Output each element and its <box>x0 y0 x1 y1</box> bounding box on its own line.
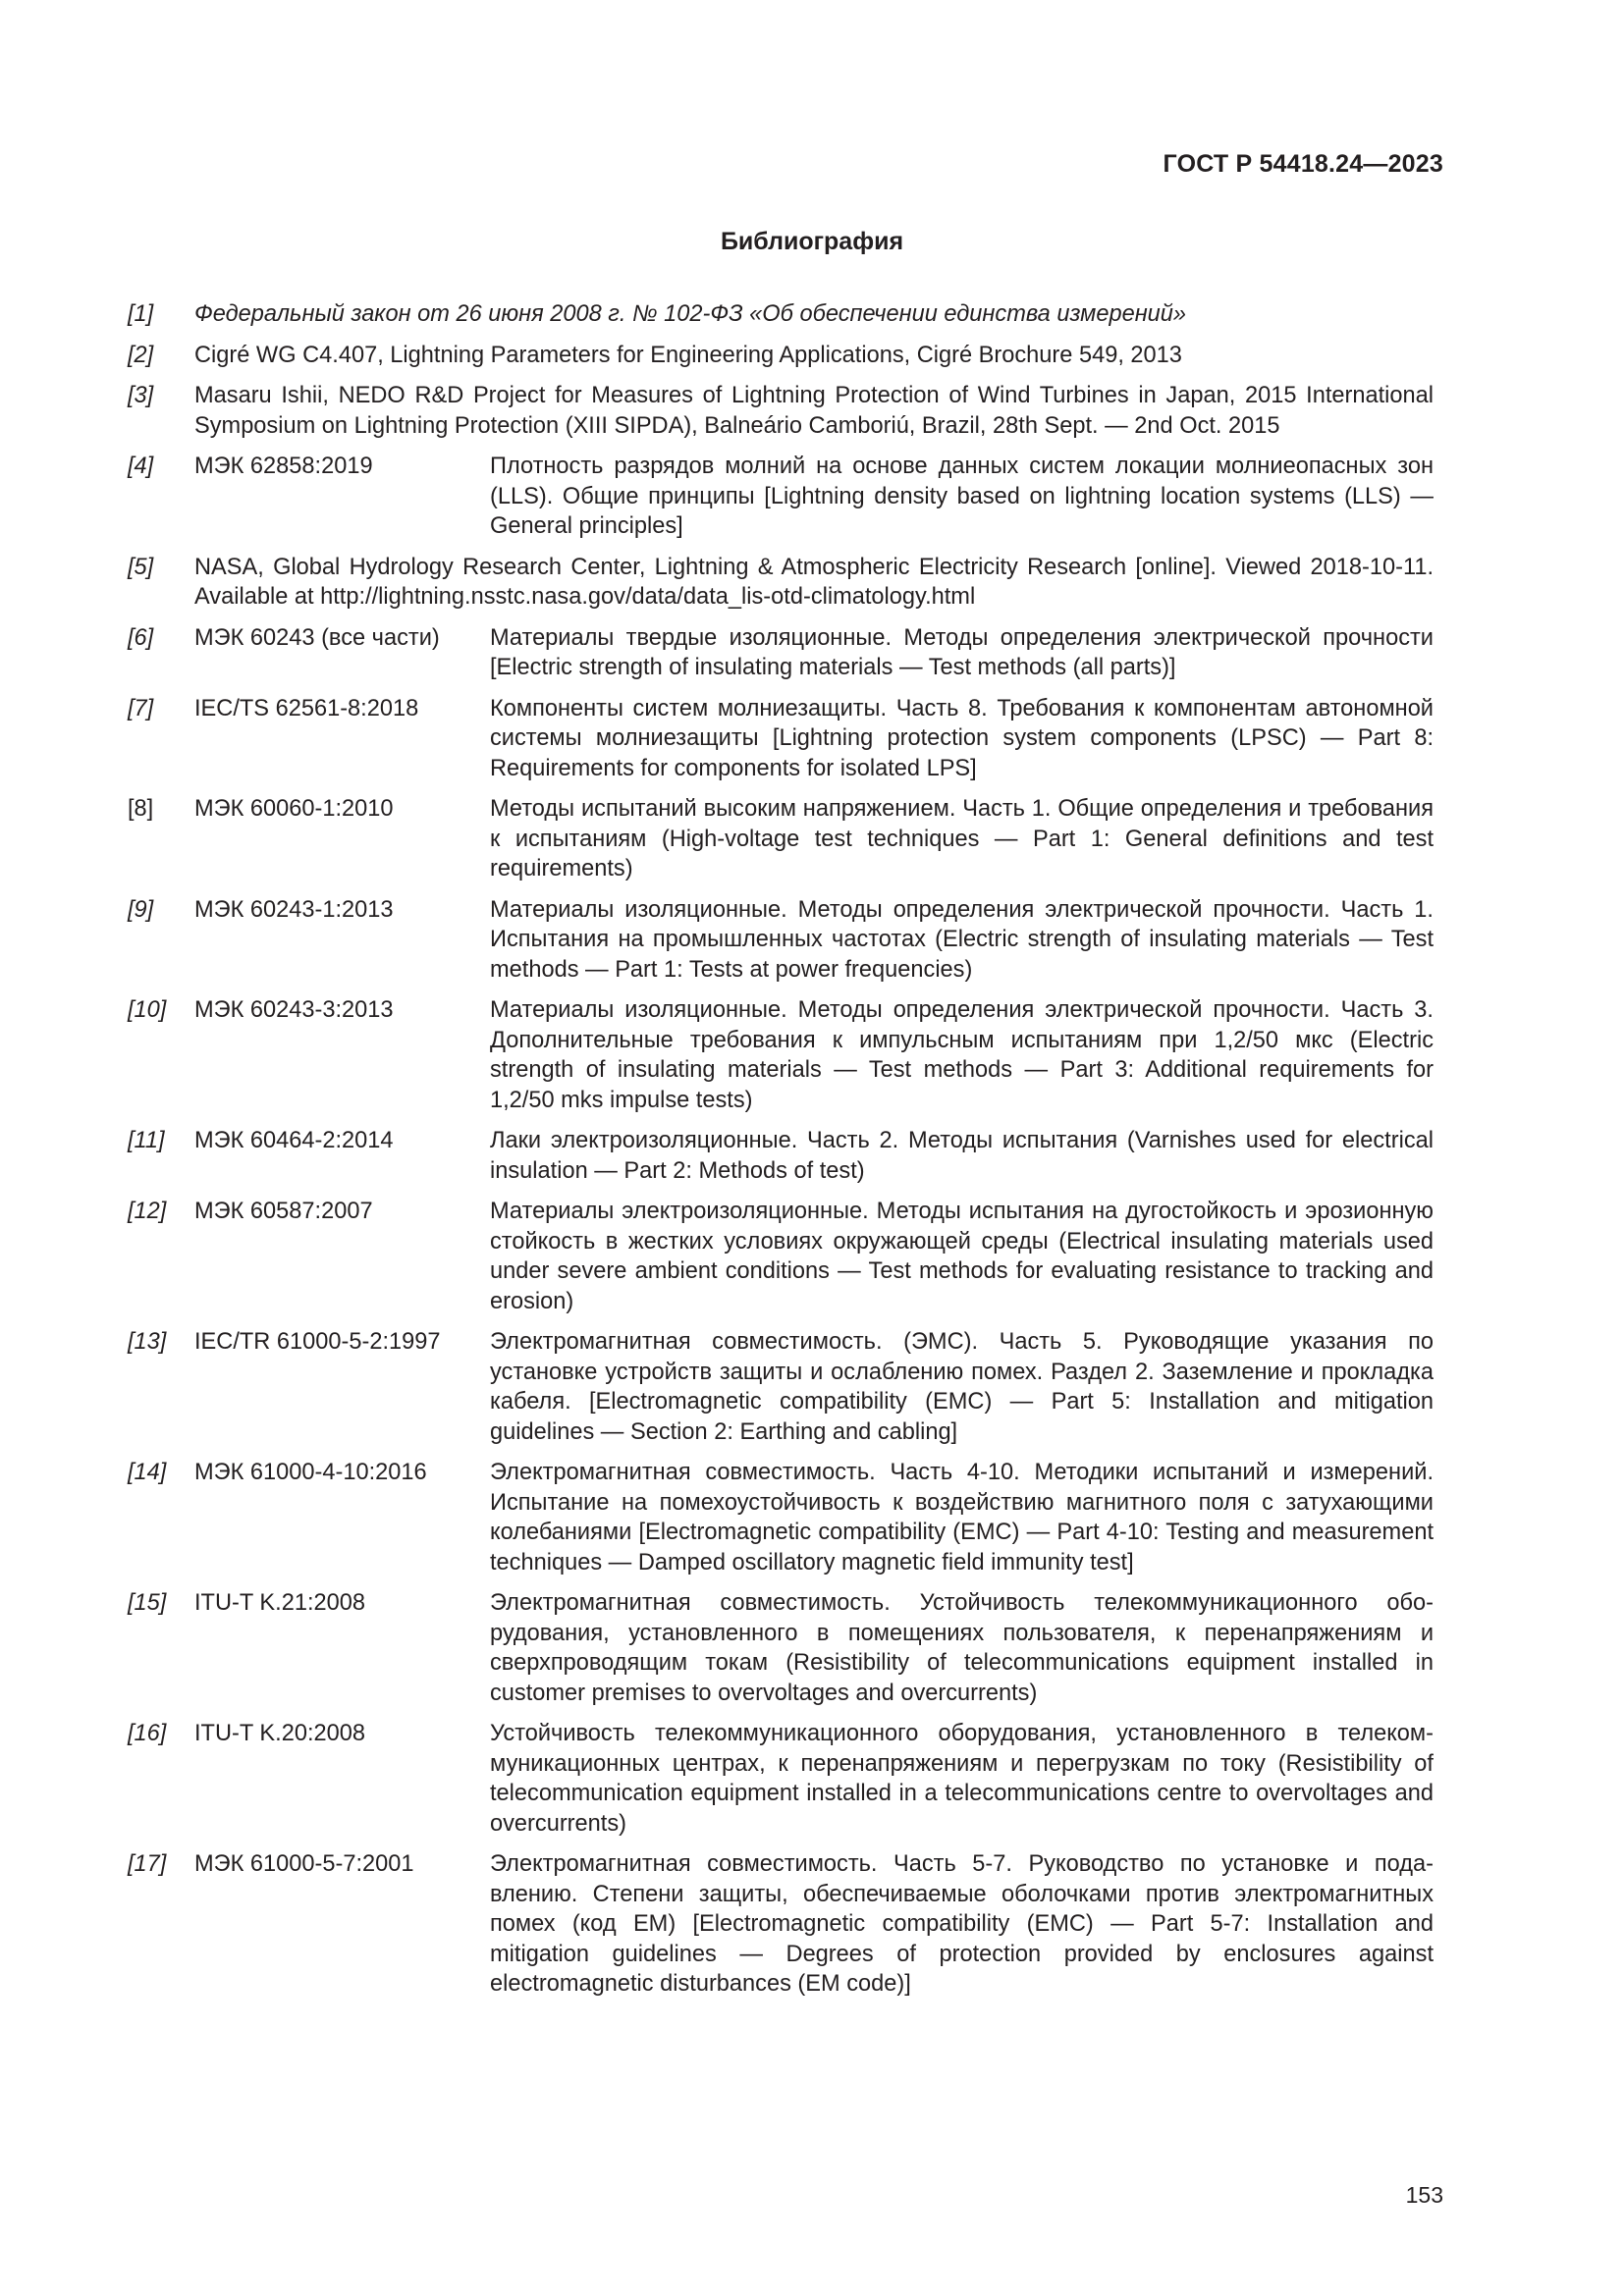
entry-description: Лаки электроизоляционные. Часть 2. Методы испытания (Varnishes used for electrical insulation — Part 2: Methods of test) <box>490 1128 1434 1184</box>
bibliography-entry <box>128 995 1434 1115</box>
entry-number: [13] <box>128 1329 167 1355</box>
entry-description: Материалы твердые изоляционные. Методы определения электрической прочности [Electric strength of insulating materials — Test methods (all parts)] <box>490 624 1434 680</box>
entry-number: [16] <box>128 1721 167 1746</box>
entry-number: [4] <box>128 454 154 479</box>
entry-description: Устойчивость телекоммуникационного оборудования, установленного в телекоммуникационных центрах, к перенапряжениям и перегрузкам по току (Resistibility of telecommunication equipment installed in a telecommunications centre to overvoltages and overcurrents) <box>490 1721 1434 1837</box>
entry-standard-code: МЭК 60464-2:2014 <box>194 1128 394 1153</box>
entry-text: Cigré WG C4.407, Lightning Parameters for Engineering Applications, Cigré Brochure 549, 2013 <box>194 342 1182 368</box>
entry-description: Методы испытаний высоким напряжением. Часть 1. Общие определения и требования к испытаниям (High-voltage test techniques — Part 1: General definitions and test requirements) <box>490 796 1434 881</box>
bibliography-entry <box>128 553 1434 613</box>
entry-number: [2] <box>128 342 154 368</box>
entry-number: [9] <box>128 896 154 923</box>
entry-description: Плотность разрядов молний на основе данных систем локации молниеопасных зон (LLS). Общие принципы [Lightning density based on lightning location systems (LLS) — General principles] <box>490 454 1434 539</box>
entry-number: [12] <box>128 1199 167 1224</box>
bibliography-entry <box>128 1327 1434 1447</box>
entry-number: [10] <box>128 997 167 1023</box>
entry-number: [14] <box>128 1460 167 1485</box>
entry-number: [15] <box>128 1590 167 1616</box>
entry-description: Электромагнитная совместимость. Часть 4-10. Методики испытаний и измерений. Испытание на помехоустойчивость к воздействию магнитного поля с затухающими колебаниями [Electromagnetic compatibility (EMC) — Part 4-10: Testing and measurement techniques — Damped oscillatory magnetic field immunity test] <box>490 1460 1434 1575</box>
bibliography-entry <box>128 381 1434 441</box>
entry-standard-code: МЭК 62858:2019 <box>194 454 373 479</box>
entry-description: Электромагнитная совместимость. Устойчивость телекоммуникационного оборудования, установленного в помещениях пользователя, к перенапряжениям и сверхпроводящим токам (Resistibility of telecommunications equipment installed in customer premises to overvoltages and overcurrents) <box>490 1590 1434 1706</box>
entry-standard-code: IEC/TS 62561-8:2018 <box>194 695 419 721</box>
entry-standard-code: ITU-T K.21:2008 <box>194 1590 365 1616</box>
bibliography-entry <box>128 794 1434 884</box>
entry-number: [7] <box>128 695 154 721</box>
bibliography-entry <box>128 1849 1434 2000</box>
bibliography-entry <box>128 299 1434 330</box>
bibliography-entry <box>128 1588 1434 1708</box>
entry-description: Материалы электроизоляционные. Методы испытания на дугостойкость и эрозионную стойкость в жестких условиях окружающей среды (Electrical insulating materials used under severe ambient conditions — Test methods for evaluating resistance to tracking and erosion) <box>490 1199 1434 1314</box>
bibliography-list <box>128 299 1434 2010</box>
bibliography-entry <box>128 1719 1434 1839</box>
bibliography-entry <box>128 895 1434 986</box>
entry-standard-code: IEC/TR 61000-5-2:1997 <box>194 1329 441 1355</box>
page-number: 153 <box>1405 2182 1443 2208</box>
entry-number: [8] <box>128 796 154 822</box>
entry-description: Электромагнитная совместимость. (ЭМС). Часть 5. Руководящие указания по установке устройств защиты и ослаблению помех. Раздел 2. Заземление и прокладка кабеля. [Electromagnetic compatibility (EMC) — Part 5: Installation and mitigation guidelines — Section 2: Earthing and cabling] <box>490 1329 1434 1445</box>
entry-number: [17] <box>128 1851 167 1877</box>
bibliography-entry <box>128 341 1434 371</box>
entry-standard-code: МЭК 61000-4-10:2016 <box>194 1460 427 1485</box>
bibliography-entry <box>128 694 1434 784</box>
entry-description: Материалы изоляционные. Методы определения электрической прочности. Часть 1. Испытания на промышленных частотах (Electric strength of insulating materials — Test methods — Part 1: Tests at power frequencies) <box>490 896 1434 983</box>
entry-description: Компоненты систем молниезащиты. Часть 8. Требования к компонентам автономной системы молниезащиты [Lightning protection system components (LPSC) — Part 8: Requirements for components for isolated LPS] <box>490 695 1434 781</box>
entry-standard-code: ITU-T K.20:2008 <box>194 1721 365 1746</box>
bibliography-entry <box>128 1458 1434 1577</box>
entry-standard-code: МЭК 61000-5-7:2001 <box>194 1851 414 1877</box>
entry-text: NASA, Global Hydrology Research Center, Lightning & Atmospheric Electricity Research [online]. Viewed 2018-10-11. Available at http://lightning.nsstc.nasa.gov/data/data_lis-otd-climatology.html <box>194 554 1434 610</box>
entry-standard-code: МЭК 60243-1:2013 <box>194 896 394 923</box>
entry-description: Электромагнитная совместимость. Часть 5-7. Руководство по установке и подавлению. Степени защиты, обеспечиваемые оболочками против электромагнитных помех (код ЕМ) [Electromagnetic compatibility (EMC) — Part 5-7: Installation and mitigation guidelines — Degrees of protection provided by enclosures against electromagnetic disturbances (EM code)] <box>490 1851 1434 1997</box>
entry-standard-code: МЭК 60243 (все части) <box>194 624 440 651</box>
page-title: Библиография <box>720 228 904 255</box>
bibliography-entry <box>128 452 1434 542</box>
entry-number: [6] <box>128 624 154 651</box>
standard-header: ГОСТ Р 54418.24—2023 <box>1163 150 1443 178</box>
entry-standard-code: МЭК 60243-3:2013 <box>194 997 394 1023</box>
bibliography-entry <box>128 1197 1434 1316</box>
entry-number: [11] <box>128 1128 165 1153</box>
bibliography-entry <box>128 1126 1434 1186</box>
entry-text: Masaru Ishii, NEDO R&D Project for Measures of Lightning Protection of Wind Turbines in Japan, 2015 International Symposium on Lightning Protection (XIII SIPDA), Balneário Camboriú, Brazil, 28th Sept. — 2nd Oct. 2015 <box>194 383 1434 439</box>
entry-number: [3] <box>128 383 154 408</box>
entry-text: Федеральный закон от 26 июня 2008 г. № 102-ФЗ «Об обеспечении единства измерений» <box>194 301 1187 327</box>
entry-number: [1] <box>128 301 154 327</box>
entry-number: [5] <box>128 554 154 580</box>
entry-standard-code: МЭК 60587:2007 <box>194 1199 373 1224</box>
bibliography-entry <box>128 623 1434 683</box>
entry-description: Материалы изоляционные. Методы определения электрической прочности. Часть 3. Дополнительные требования к импульсным испытаниям при 1,2/50 мкс (Electric strength of insulating materials — Test methods — Part 3: Additional requirements for 1,2/50 mks impulse tests) <box>490 997 1434 1113</box>
entry-standard-code: МЭК 60060-1:2010 <box>194 796 394 822</box>
